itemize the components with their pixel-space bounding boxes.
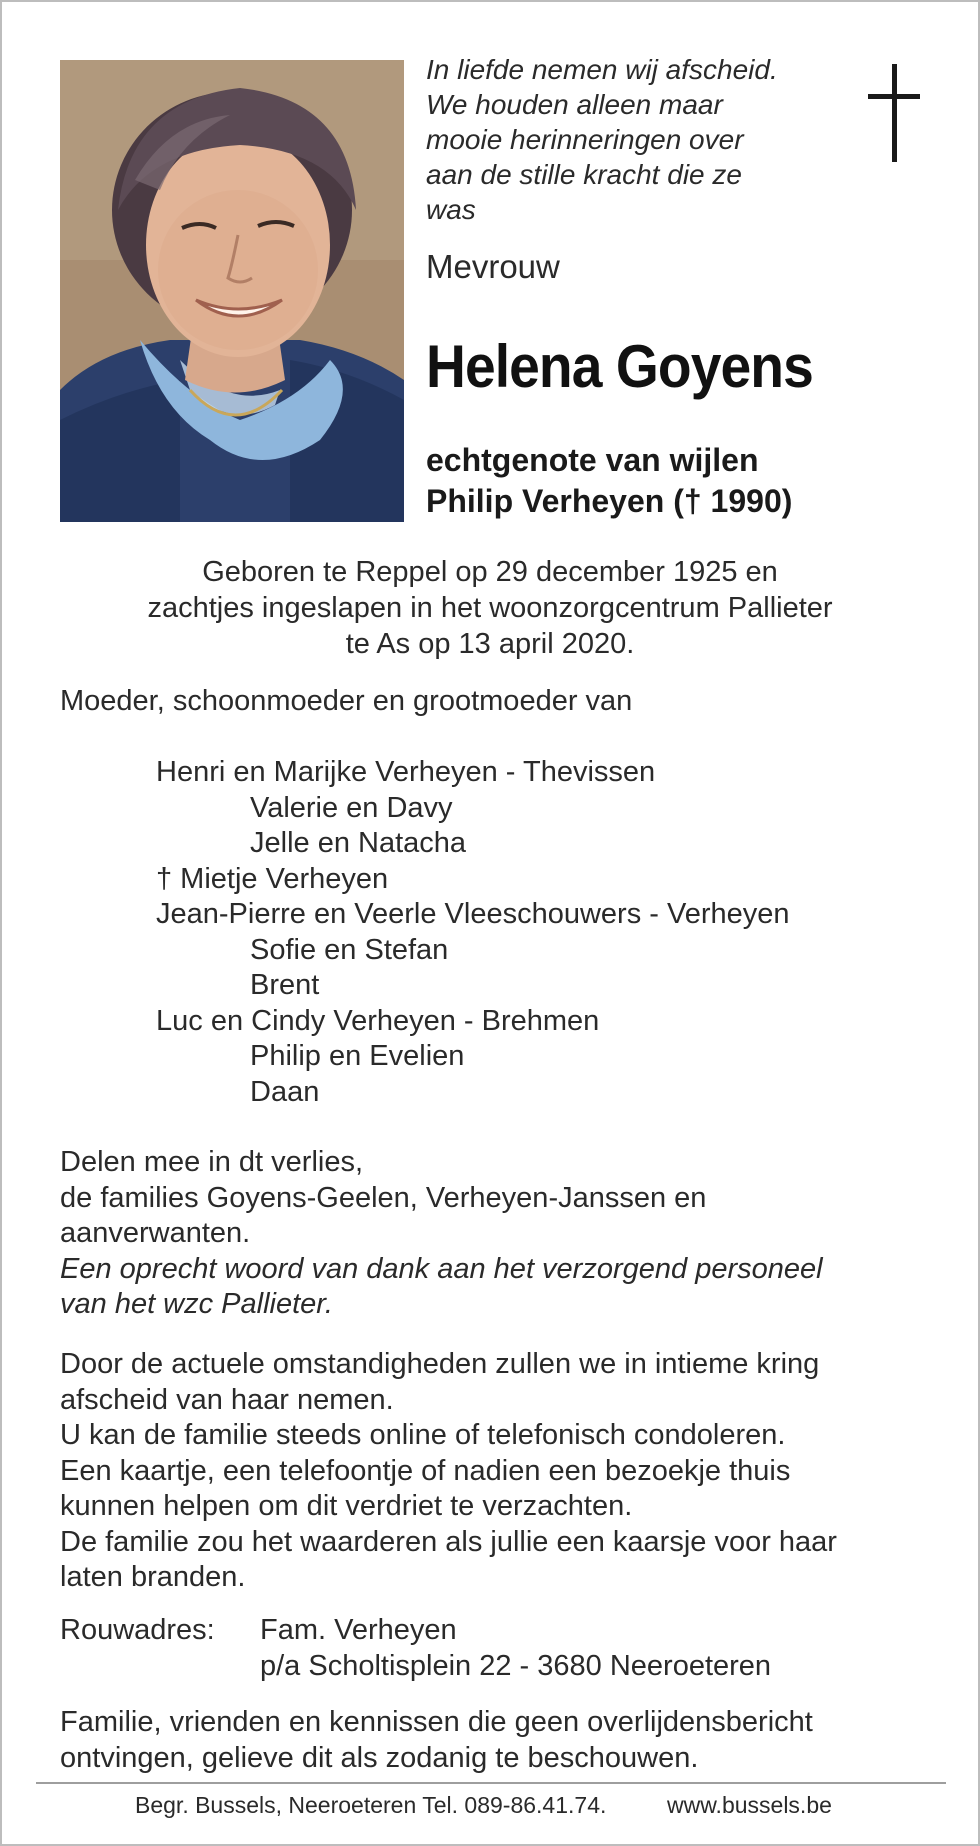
circumstance-line: U kan de familie steeds online of telefonisch condoleren. bbox=[60, 1419, 786, 1451]
footer-divider bbox=[36, 1782, 946, 1784]
thanks-line-2: van het wzc Pallieter. bbox=[60, 1288, 333, 1320]
spouse-line: echtgenote van wijlen Philip Verheyen († 1990) bbox=[426, 442, 793, 519]
share-line-2: de families Goyens-Geelen, Verheyen-Janssen en bbox=[60, 1181, 707, 1214]
website-link[interactable]: www.bussels.be bbox=[667, 1792, 832, 1818]
circumstance-line: Door de actuele omstandigheden zullen we in intieme kring bbox=[60, 1348, 820, 1380]
circumstance-line: De familie zou het waarderen als jullie een kaarsje voor haar bbox=[60, 1525, 837, 1558]
family-member: Jean-Pierre en Veerle Vleeschouwers - Verheyen bbox=[156, 898, 790, 930]
salutation: Mevrouw bbox=[426, 248, 560, 285]
share-line-1: Delen mee in dt verlies, bbox=[60, 1146, 364, 1178]
family-member: Valerie en Davy bbox=[250, 791, 453, 824]
birth-death-details: Geboren te Reppel op 29 december 1925 en zachtjes ingeslapen in het woonzorgcentrum Pallieter te As op 13 april 2020. bbox=[147, 556, 833, 660]
circumstance-line: Een kaartje, een telefoontje of nadien een bezoekje thuis bbox=[60, 1454, 791, 1487]
thanks-line-1: Een oprecht woord van dank aan het verzorgend personeel bbox=[60, 1252, 823, 1285]
address-line-2: p/a Scholtisplein 22 - 3680 Neeroeteren bbox=[260, 1650, 772, 1682]
deceased-name: Helena Goyens bbox=[426, 333, 813, 400]
family-list bbox=[60, 755, 920, 1110]
family-member: Jelle en Natacha bbox=[250, 827, 467, 859]
closing-block bbox=[60, 1705, 920, 1776]
family-member: Henri en Marijke Verheyen - Thevissen bbox=[156, 756, 656, 788]
family-member: Daan bbox=[250, 1075, 320, 1108]
family-member: Brent bbox=[250, 969, 320, 1001]
undertaker-info: Begr. Bussels, Neeroeteren Tel. 089-86.41.74. bbox=[135, 1792, 607, 1818]
circumstance-line: laten branden. bbox=[60, 1561, 246, 1593]
latin-cross-icon bbox=[864, 64, 924, 164]
portrait-photo bbox=[60, 60, 404, 522]
family-member: Philip en Evelien bbox=[250, 1040, 465, 1072]
share-line-3: aanverwanten. bbox=[60, 1217, 251, 1249]
condolence-block bbox=[60, 1145, 920, 1323]
relation-heading: Moeder, schoonmoeder en grootmoeder van bbox=[60, 685, 633, 717]
circumstances-block bbox=[60, 1347, 920, 1596]
family-member: † Mietje Verheyen bbox=[156, 862, 389, 895]
closing-line: Familie, vrienden en kennissen die geen overlijdensbericht bbox=[60, 1706, 813, 1738]
circumstance-line: afscheid van haar nemen. bbox=[60, 1383, 394, 1416]
closing-line: ontvingen, gelieve dit als zodanig te beschouwen. bbox=[60, 1741, 699, 1774]
circumstance-line: kunnen helpen om dit verdriet te verzachten. bbox=[60, 1490, 633, 1522]
address-label: Rouwadres: bbox=[60, 1614, 215, 1646]
family-member: Luc en Cindy Verheyen - Brehmen bbox=[156, 1004, 600, 1037]
family-member: Sofie en Stefan bbox=[250, 933, 449, 966]
address-line-1: Fam. Verheyen bbox=[260, 1614, 457, 1646]
intro-verse: In liefde nemen wij afscheid. We houden alleen maar mooie herinneringen over aan de stille kracht die ze was bbox=[426, 54, 778, 225]
